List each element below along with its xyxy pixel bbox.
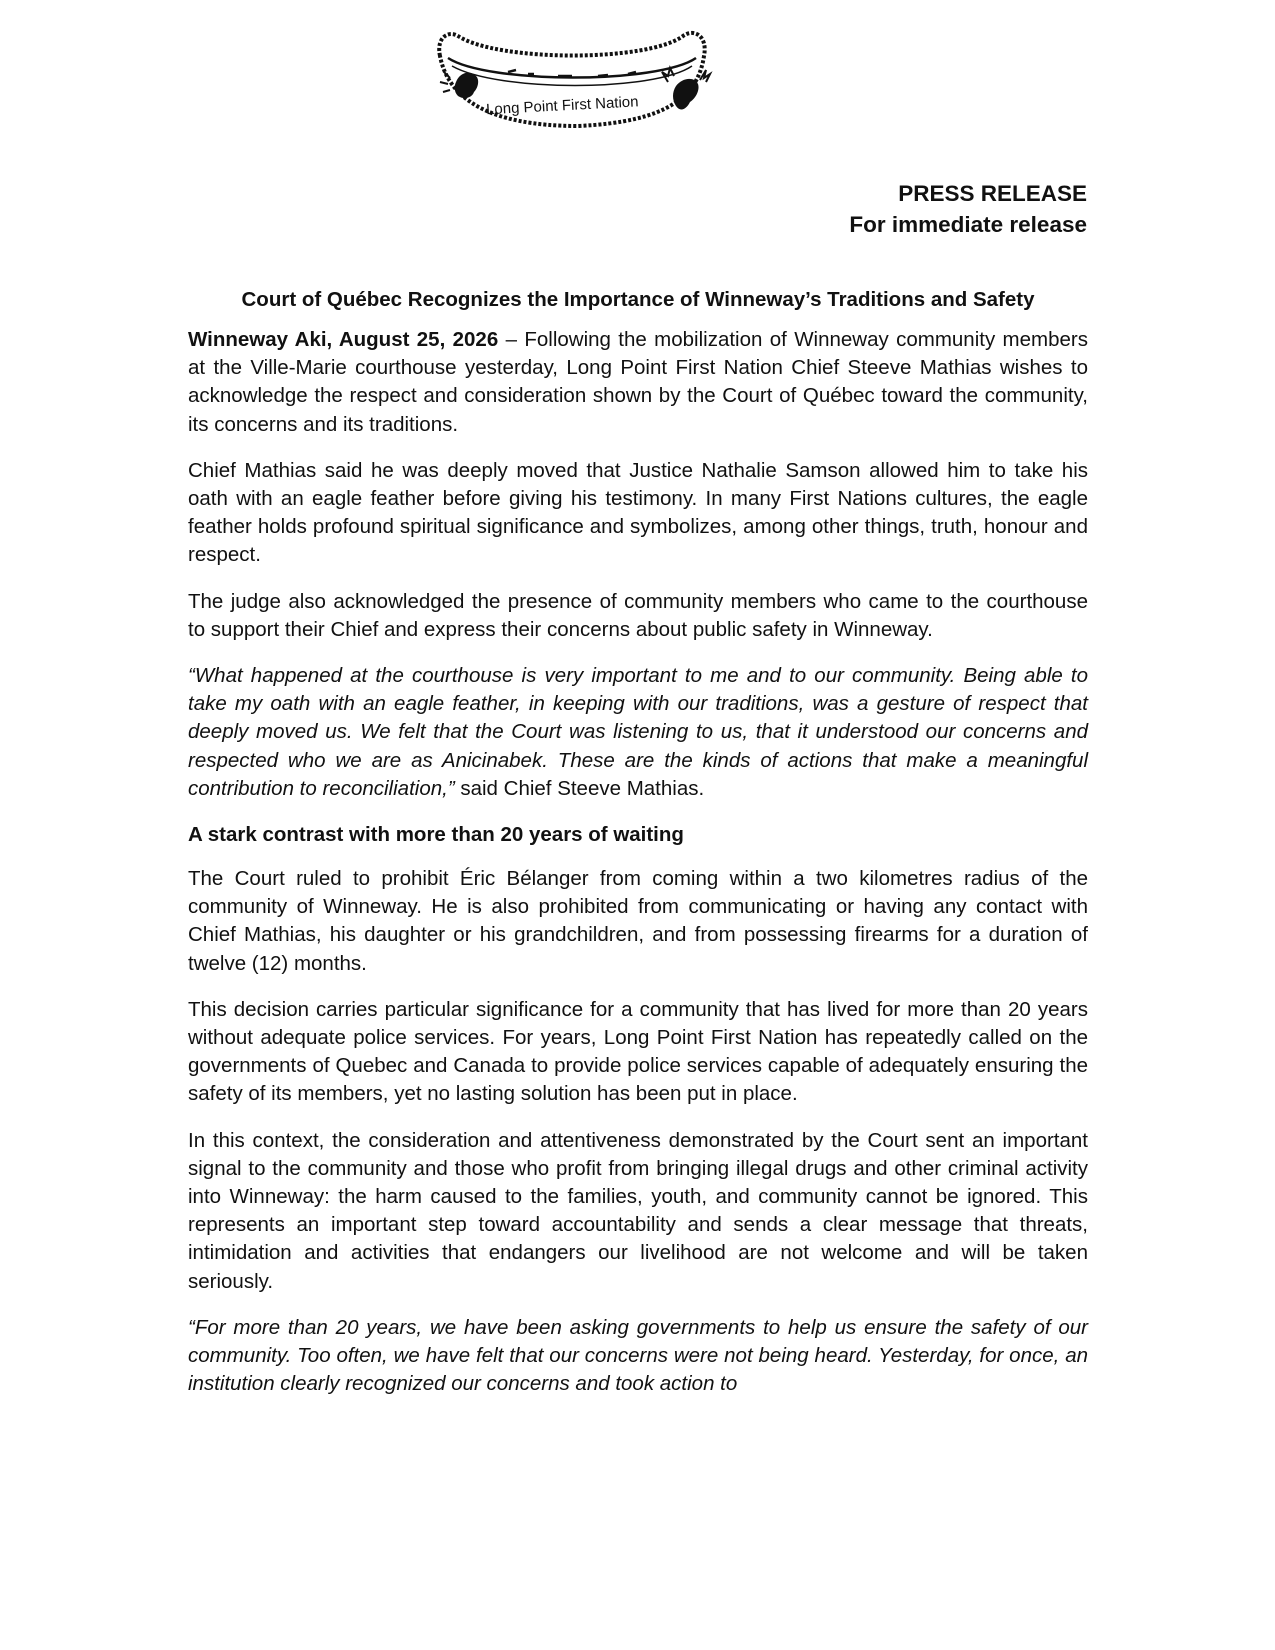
quote-attribution: said Chief Steeve Mathias.	[454, 776, 705, 800]
paragraph-context: In this context, the consideration and attentiveness demonstrated by the Court sent an important signal to the community and those who profit from bringing illegal drugs and other criminal activity into Winneway: the harm caused to the families, youth, and community cannot be ignored. This represents an important step toward accountability and sends a clear message that threats, intimidation and activities that endangers our livelihood are not welcome and will be taken seriously.	[188, 1128, 1088, 1293]
paragraph-ruling: The Court ruled to prohibit Éric Bélanger from coming within a two kilometres radius of the community of Winneway. He is also prohibited from communicating or having any contact with Chief Mathias, his daughter or his grandchildren, and from possessing firearms for a duration of twelve (12) months.	[188, 867, 1088, 975]
section-subheading: A stark contrast with more than 20 years of waiting	[188, 823, 684, 847]
paragraph-eagle-feather: Chief Mathias said he was deeply moved that Justice Nathalie Samson allowed him to take his oath with an eagle feather before giving his testimony. In many First Nations cultures, the eagle feather holds profound spiritual significance and symbolizes, among other things, truth, honour and respect.	[188, 458, 1088, 567]
immediate-release-label: For immediate release	[849, 212, 1087, 237]
chief-quote-2: “For more than 20 years, we have been asking governments to help us ensure the safety of our community. Too often, we have felt that our concerns were not being heard. Yesterday, for once, an institution clearly recognized our concerns and took action to	[188, 1315, 1088, 1396]
paragraph-intro	[188, 326, 1088, 439]
logo-text: Long Point First Nation	[485, 93, 639, 119]
article-body	[188, 286, 1088, 1417]
release-header	[849, 178, 1087, 240]
dateline: Winneway Aki, August 25, 2026	[188, 328, 499, 351]
press-release-label: PRESS RELEASE	[898, 181, 1087, 206]
chief-quote-1	[188, 662, 1088, 803]
long-point-first-nation-logo	[428, 26, 718, 138]
article-title: Court of Québec Recognizes the Importance of Winneway’s Traditions and Safety	[241, 288, 1035, 311]
intro-text: – Following the mobilization of Winneway community members at the Ville-Marie courthouse yesterday, Long Point First Nation Chief Steeve Mathias wishes to acknowledge the respect and consideration shown by the Court of Québec toward the community, its concerns and its traditions.	[188, 328, 1088, 436]
quote-text: “What happened at the courthouse is very important to me and to our community. Being able to take my oath with an eagle feather, in keeping with our traditions, was a gesture of respect that deeply moved us. We felt that the Court was listening to us, that it understood our concerns and respected who we are as Anicinabek. These are the kinds of actions that make a meaningful contribution to reconciliation,”	[188, 664, 1088, 800]
paragraph-police-services: This decision carries particular significance for a community that has lived for more than 20 years without adequate police services. For years, Long Point First Nation has repeatedly called on the governments of Quebec and Canada to provide police services capable of adequately ensuring the safety of its members, yet no lasting solution has been put in place.	[188, 997, 1088, 1106]
paragraph-judge: The judge also acknowledged the presence of community members who came to the courthouse to support their Chief and express their concerns about public safety in Winneway.	[188, 589, 1088, 641]
